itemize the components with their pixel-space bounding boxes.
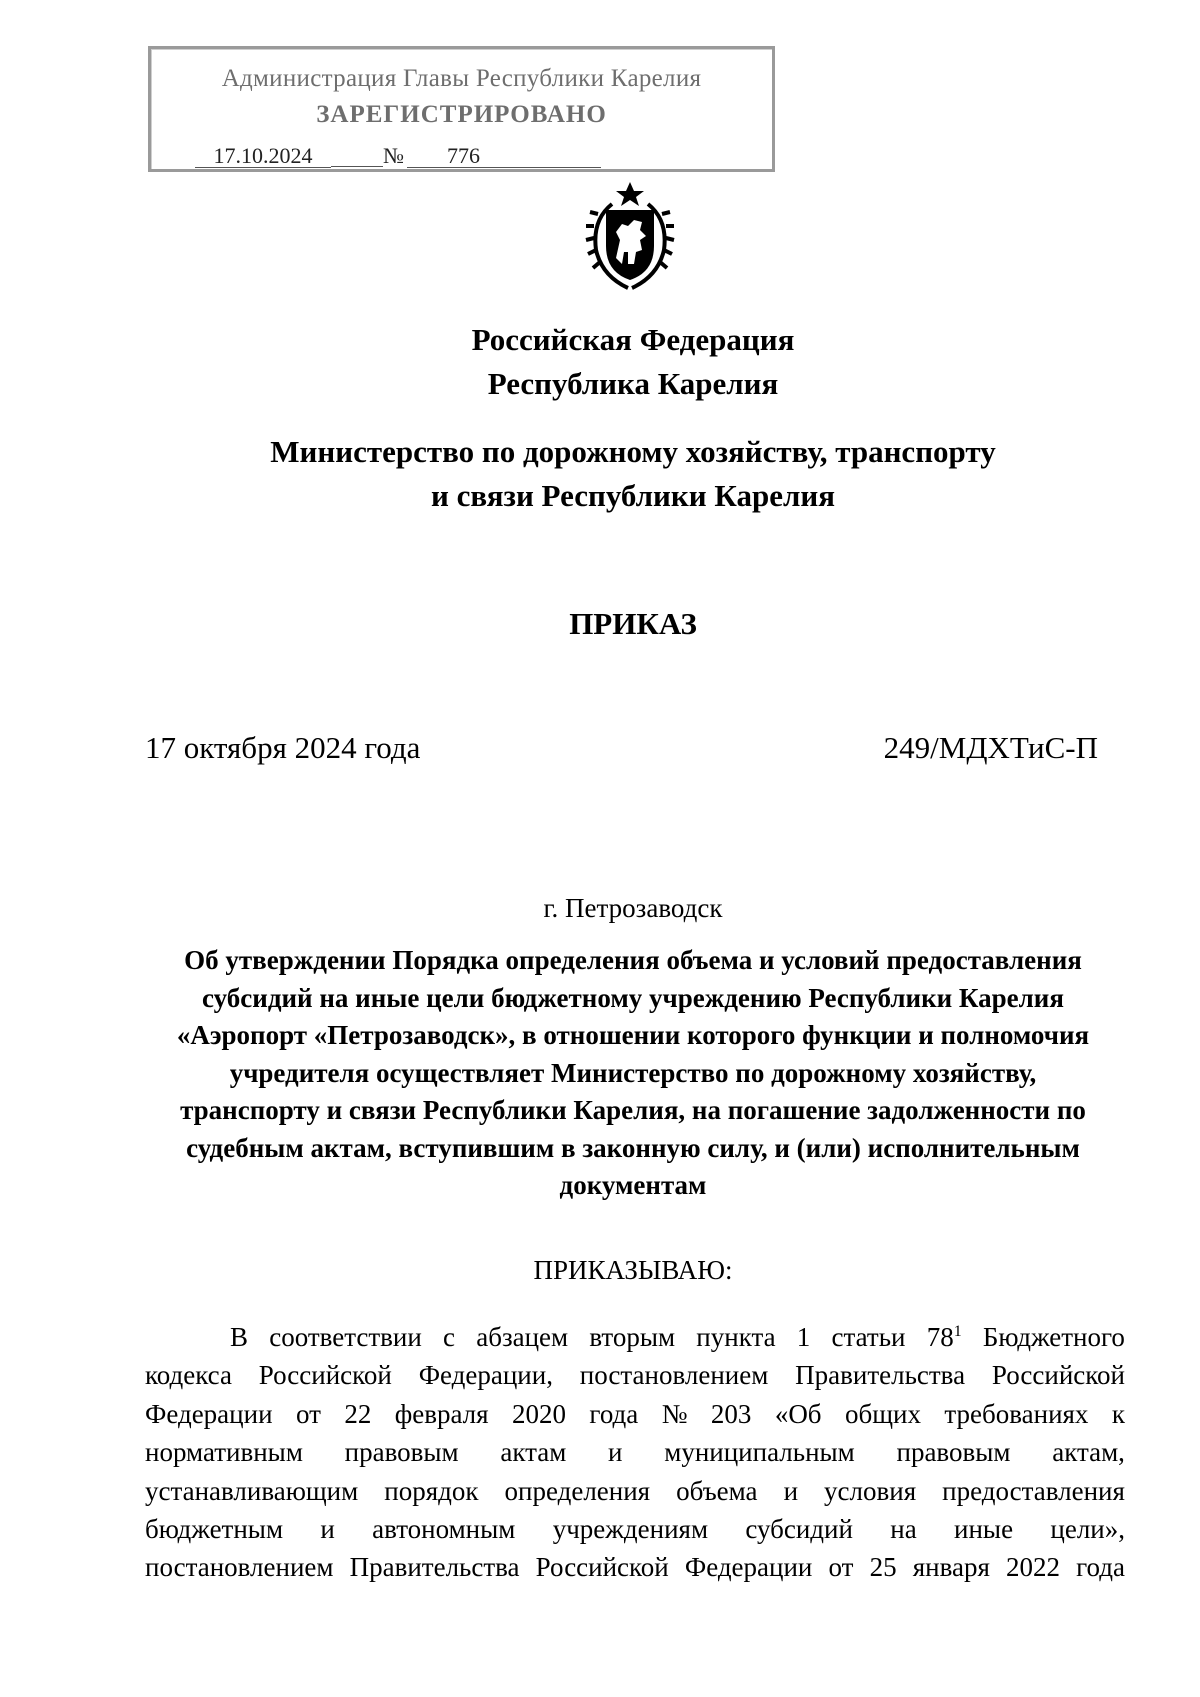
subject-line: судебным актам, вступившим в законную силу, и (или) исполнительным: [186, 1132, 1080, 1163]
body-word: кодекса: [145, 1360, 232, 1391]
superscript: 1: [953, 1323, 962, 1340]
body-text-fragment: Бюджетного: [982, 1322, 1125, 1352]
body-line: [145, 1510, 1125, 1548]
body-word: абзацем: [476, 1322, 569, 1352]
subject-line: транспорту и связи Республики Карелия, на погашение задолженности по: [180, 1095, 1086, 1125]
body-word: условия: [824, 1475, 917, 1506]
subject-line: субсидий на иные цели бюджетному учреждению Республики Карелия: [202, 982, 1064, 1013]
body-word: учреждениям: [552, 1514, 709, 1545]
body-word: нормативным: [145, 1437, 303, 1468]
registration-stamp: [148, 46, 775, 172]
body-word: 2020: [512, 1398, 566, 1429]
body-word: предоставления: [942, 1475, 1125, 1506]
body-word: постановлением: [145, 1552, 334, 1583]
body-word: актам: [500, 1437, 567, 1468]
body-word: муниципальным: [664, 1437, 855, 1468]
coat-of-arms-icon: [582, 180, 678, 292]
stamp-date: 17.10.2024: [195, 145, 331, 168]
body-word: к: [1111, 1398, 1125, 1429]
body-word: на: [890, 1514, 917, 1545]
body-word: В: [230, 1322, 249, 1352]
body-paragraph: [145, 1318, 1125, 1587]
body-word: общих: [844, 1398, 921, 1429]
ministry-title-line2: и связи Республики Карелия: [431, 478, 835, 513]
body-word: 2022: [1006, 1552, 1060, 1583]
body-word: $78^1$: [926, 1322, 962, 1352]
country-title: Российская Федерация: [471, 322, 795, 357]
body-word: и: [608, 1437, 623, 1468]
body-word: Федерации: [145, 1398, 273, 1429]
body-word: Федерации: [684, 1552, 813, 1583]
body-word: пункта: [696, 1322, 776, 1352]
body-word: февраля: [394, 1398, 489, 1429]
body-word: и: [320, 1514, 335, 1545]
body-word: требованиях: [944, 1398, 1089, 1429]
stamp-number-label: №: [383, 143, 404, 168]
body-word: иные: [954, 1514, 1014, 1545]
body-word: от: [295, 1398, 321, 1429]
body-word: бюджетным: [145, 1514, 284, 1545]
body-word: 22: [344, 1398, 372, 1429]
body-line: [145, 1548, 1125, 1586]
body-line: [145, 1356, 1125, 1394]
stamp-number: 776: [407, 145, 601, 168]
subject-line: документам: [559, 1170, 707, 1200]
body-word: цели»,: [1050, 1514, 1125, 1545]
body-word: определения: [504, 1475, 651, 1506]
body-word: соответствии: [269, 1322, 422, 1352]
body-word: года: [1076, 1552, 1125, 1583]
body-word: объема: [676, 1475, 758, 1506]
body-word: года: [589, 1398, 639, 1429]
body-word: 1: [796, 1322, 811, 1352]
body-word: Правительства: [795, 1360, 966, 1391]
body-word: субсидий: [745, 1514, 853, 1545]
body-word: правовым: [344, 1437, 459, 1468]
body-line: [145, 1395, 1125, 1433]
stamp-underline: [331, 166, 383, 167]
body-word: Правительства: [349, 1552, 520, 1583]
document-type: ПРИКАЗ: [569, 606, 697, 641]
city: г. Петрозаводск: [543, 893, 723, 923]
body-word: устанавливающим: [145, 1475, 359, 1506]
body-word: января: [912, 1552, 990, 1583]
body-word: актам,: [1052, 1437, 1125, 1468]
body-word: статьи: [831, 1322, 906, 1352]
order-number: 249/МДХТиС-П: [883, 730, 1098, 765]
body-word: правовым: [896, 1437, 1011, 1468]
subject-line: Об утверждении Порядка определения объема и условий предоставления: [184, 945, 1082, 975]
body-word: 203: [710, 1398, 752, 1429]
body-word: 25: [869, 1552, 897, 1583]
body-word: Российской: [535, 1552, 669, 1583]
stamp-authority: Администрация Главы Республики Карелия: [221, 65, 702, 92]
body-word: с: [443, 1322, 455, 1352]
body-word: вторым: [589, 1322, 676, 1352]
subject-line: учредителя осуществляет Министерство по дорожному хозяйству,: [229, 1057, 1037, 1088]
body-word: постановлением: [579, 1360, 769, 1391]
body-word: Федерации,: [418, 1360, 553, 1391]
stamp-registered: ЗАРЕГИСТРИРОВАНО: [316, 101, 607, 128]
body-line: [145, 1318, 1125, 1356]
order-date: 17 октября 2024 года: [145, 730, 421, 765]
order-directive: ПРИКАЗЫВАЮ:: [533, 1255, 733, 1285]
body-word: №: [661, 1398, 688, 1429]
ministry-title-line1: Министерство по дорожному хозяйству, транспорту: [270, 434, 996, 469]
body-line: [145, 1433, 1125, 1471]
body-line: [145, 1472, 1125, 1510]
body-word: от: [828, 1552, 854, 1583]
republic-title: Республика Карелия: [487, 366, 779, 401]
body-word: Российской: [991, 1360, 1125, 1391]
body-word: и: [783, 1475, 799, 1506]
body-word: «Об: [774, 1398, 822, 1429]
order-subject: [130, 942, 1136, 1205]
body-word: Российской: [258, 1360, 392, 1391]
body-word: порядок: [384, 1475, 479, 1506]
body-word: автономным: [372, 1514, 516, 1545]
subject-line: «Аэропорт «Петрозаводск», в отношении которого функции и полномочия: [176, 1020, 1090, 1050]
